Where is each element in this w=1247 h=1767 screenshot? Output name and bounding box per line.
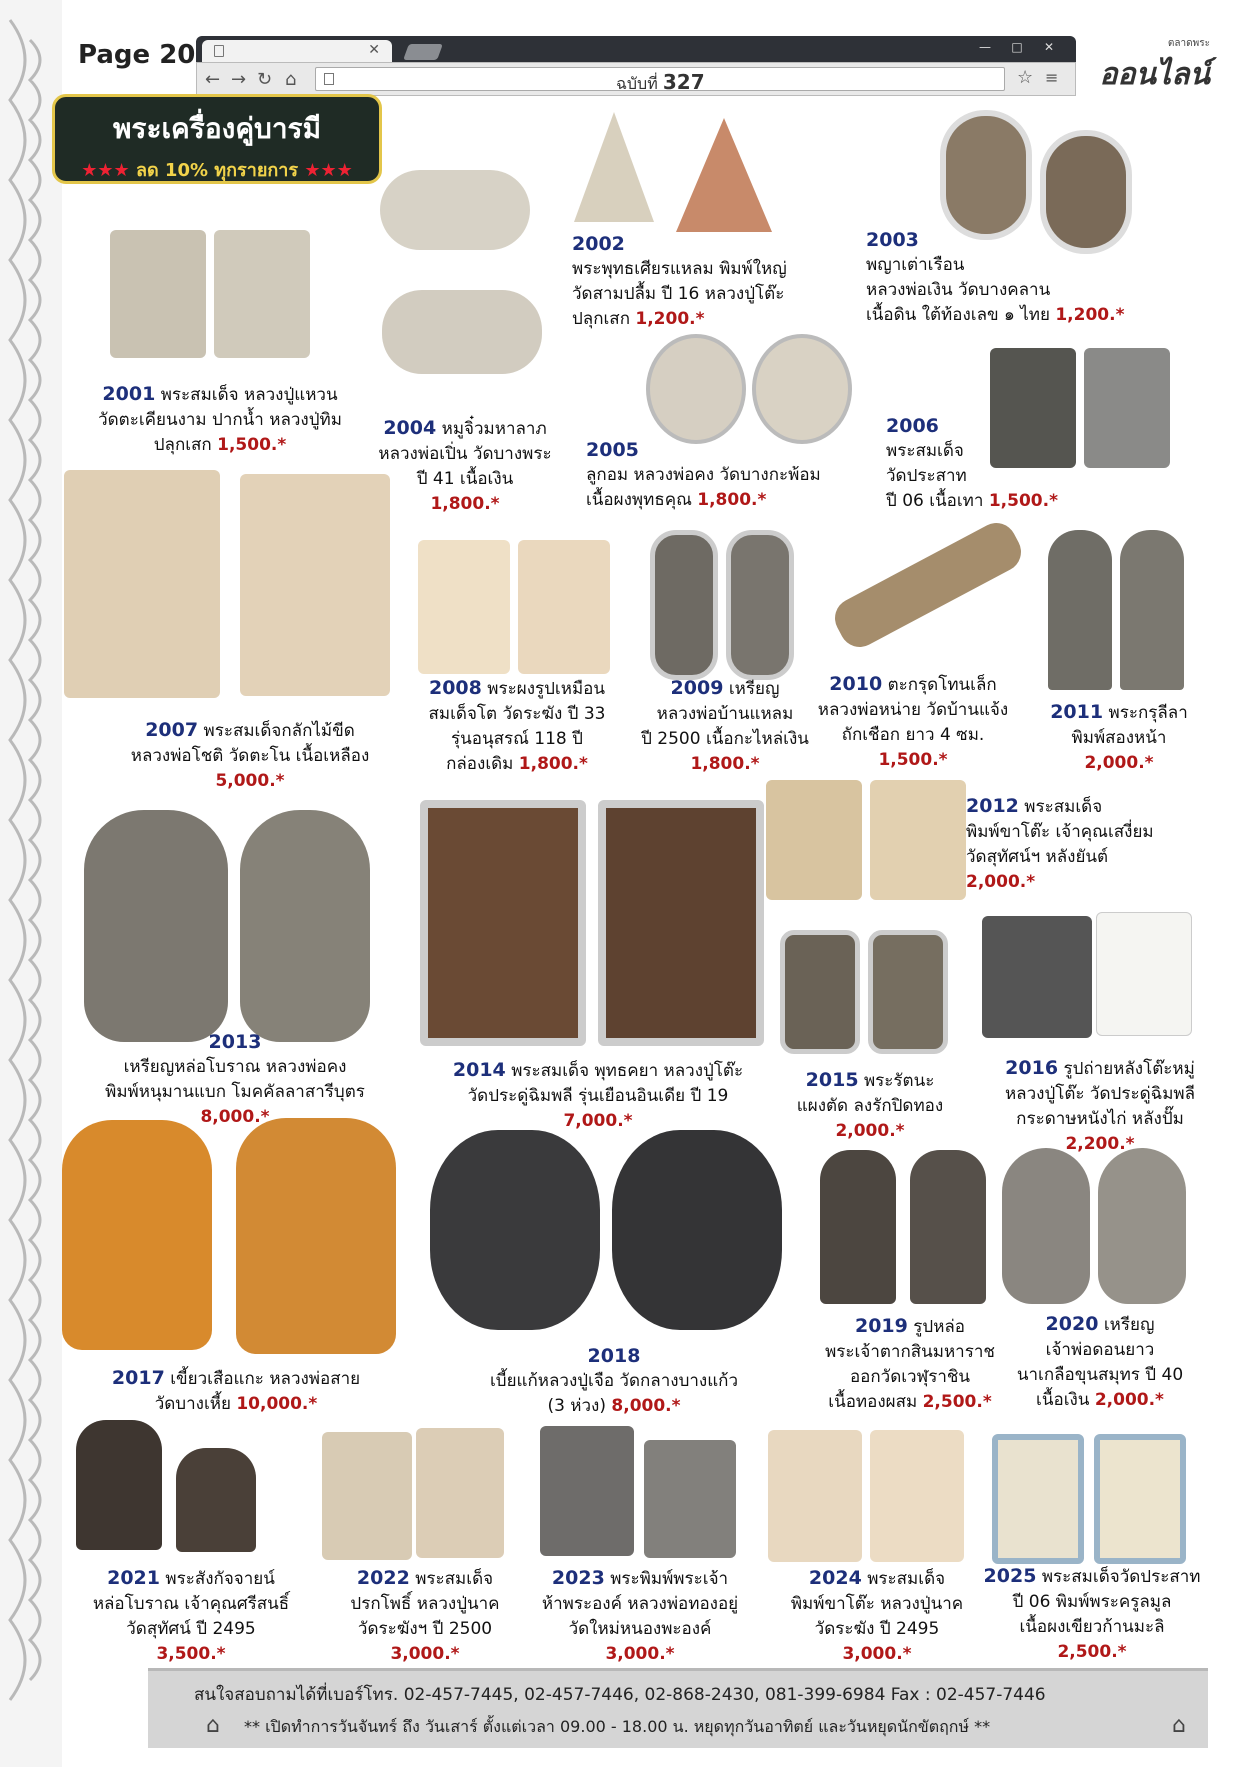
decorative-border [0, 0, 62, 1767]
amulet-photo-2010 [828, 516, 1028, 654]
item-2025: 2025 พระสมเด็จวัดประสาท ปี 06 พิมพ์พระครูลมูล เนื้อผงเขียวก้านมะลิ 2,500.* [983, 1565, 1201, 1662]
minimize-icon[interactable]: — [979, 40, 991, 54]
amulet-photo-2006-back [1084, 348, 1170, 468]
item-2005: 2005 ลูกอม หลวงพ่อคง วัดบางกะพ้อม เนื้อผงพุทธคุณ 1,800.* [586, 439, 821, 510]
amulet-photo-2025-back [1094, 1434, 1186, 1564]
doc-icon [214, 45, 224, 57]
amulet-photo-2001-back [214, 230, 310, 358]
amulet-photo-2020-back [1098, 1148, 1186, 1304]
item-2011: 2011 พระกรุลีลา พิมพ์สองหน้า 2,000.* [1050, 701, 1188, 773]
item-2018: 2018 เบี้ยแก้หลวงปู่เจือ วัดกลางบางแก้ว (3 ห่วง) 8,000.* [489, 1345, 739, 1416]
house-icon: ⌂ [1172, 1713, 1186, 1738]
amulet-photo-2014 [420, 800, 586, 1046]
amulet-photo-2020 [1002, 1148, 1090, 1304]
item-2023: 2023 พระพิมพ์พระเจ้า ห้าพระองค์ หลวงพ่อทองอยู่ วัดใหม่หนองพะองค์ 3,000.* [541, 1567, 739, 1664]
back-icon[interactable]: ← [205, 69, 221, 90]
tab-bar [196, 36, 1076, 62]
amulet-photo-2023 [540, 1426, 634, 1556]
item-2016: 2016 รูปถ่ายหลังโต๊ะหมู่ หลวงปู่โต๊ะ วัดประดู่ฉิมพลี กระดาษหนังไก่ หลังปั๊ม 2,200.* [1004, 1057, 1196, 1154]
photo-2016-back [1096, 912, 1192, 1036]
amulet-photo-2012 [766, 780, 862, 900]
amulet-photo-2018-back [612, 1130, 782, 1330]
doc-icon [324, 73, 334, 85]
item-2007: 2007 พระสมเด็จกลักไม้ขีด หลวงพ่อโชติ วัดตะโน เนื้อเหลือง 5,000.* [130, 719, 370, 791]
amulet-photo-2018 [430, 1130, 600, 1330]
promo-banner [52, 94, 382, 184]
banner-title: พระเครื่องคู่บารมี [112, 112, 322, 145]
amulet-photo-2019 [820, 1150, 896, 1304]
amulet-photo-2003 [940, 110, 1032, 240]
item-2017: 2017 เขี้ยวเสือแกะ หลวงพ่อสาย วัดบางเหี้ย 10,000.* [111, 1367, 361, 1414]
amulet-photo-2022 [322, 1432, 412, 1560]
item-2019: 2019 รูปหล่อ พระเจ้าตากสินมหาราช ออกวัดเวฬุราชิน เนื้อทองผสม 2,500.* [825, 1315, 995, 1412]
amulet-photo-2002 [574, 112, 774, 234]
logo [1090, 36, 1210, 92]
amulet-photo-2011 [1048, 530, 1112, 690]
amulet-photo-2014-back [598, 800, 764, 1046]
amulet-photo-2021-back [176, 1448, 256, 1552]
amulet-photo-2007 [64, 470, 220, 698]
logo-small: ตลาดพระ [1167, 38, 1210, 49]
item-2002: 2002 พระพุทธเศียรแหลม พิมพ์ใหญ่ วัดสามปลื้ม ปี 16 หลวงปู่โต๊ะ ปลุกเสก 1,200.* [572, 233, 787, 329]
footer [148, 1668, 1208, 1748]
amulet-photo-2004-b [382, 290, 542, 374]
amulet-photo-2024 [768, 1430, 862, 1562]
item-2014: 2014 พระสมเด็จ พุทธคยา หลวงปู่โต๊ะ วัดประดู่ฉิมพลี รุ่นเยือนอินเดีย ปี 19 7,000.* [452, 1059, 744, 1131]
item-2012: 2012 พระสมเด็จ พิมพ์ขาโต๊ะ เจ้าคุณเสงี่ยม วัดสุทัศน์ฯ หลังยันต์ 2,000.* [966, 795, 1154, 892]
logo-big: ออนไลน์ [1099, 57, 1210, 92]
photo-2016 [982, 916, 1092, 1038]
new-tab-button[interactable] [403, 44, 443, 60]
footer-hours: ** เปิดทำการวันจันทร์ ถึง วันเสาร์ ตั้งแต่เวลา 09.00 - 18.00 น. หยุดทุกวันอาทิตย์ และวันหยุดนักขัตฤกษ์ ** [244, 1717, 991, 1736]
amulet-photo-2001 [110, 230, 206, 358]
amulet-photo-2004 [380, 170, 530, 250]
item-2010: 2010 ตะกรุดโทนเล็ก หลวงพ่อหน่าย วัดบ้านแจ้ง ถักเชือก ยาว 4 ซม. 1,500.* [817, 673, 1009, 770]
footer-contact: สนใจสอบถามได้ที่เบอร์โทร. 02-457-7445, 02-457-7446, 02-868-2430, 081-399-6984 Fax : 02-457-7446 [194, 1685, 1046, 1705]
amulet-photo-2015-back [868, 930, 948, 1054]
browser-frame [196, 36, 1076, 96]
issue-number: ฉบับที่ 327 [616, 70, 705, 94]
amulet-photo-2024-back [870, 1430, 964, 1562]
amulet-photo-2017-back [236, 1118, 396, 1354]
close-window-icon[interactable]: ✕ [1043, 40, 1055, 54]
item-2013: 2013 เหรียญหล่อโบราณ หลวงพ่อคง พิมพ์หนุมานแบก โมคคัลลาสารีบุตร 8,000.* [105, 1031, 365, 1127]
item-2004: 2004 หมูจิ๋วมหาลาภ หลวงพ่อเปิ่น วัดบางพระ ปี 41 เนื้อเงิน 1,800.* [378, 417, 552, 514]
amulet-photo-2013 [84, 810, 228, 1042]
page-number: Page 20 [78, 40, 196, 70]
item-2006: 2006 พระสมเด็จ วัดประสาท ปี 06 เนื้อเทา 1,500.* [886, 415, 1058, 511]
menu-icon[interactable]: ≡ [1045, 68, 1059, 87]
amulet-photo-2023-back [644, 1440, 736, 1558]
item-2009: 2009 เหรียญ หลวงพ่อบ้านแหลม ปี 2500 เนื้อกะไหล่เงิน 1,800.* [641, 677, 809, 774]
address-bar[interactable] [315, 67, 1005, 94]
amulet-photo-2005 [646, 334, 746, 444]
item-2022: 2022 พระสมเด็จ ปรกโพธิ์ หลวงปู่นาค วัดระฆังฯ ปี 2500 3,000.* [350, 1567, 500, 1664]
amulet-photo-2008-back [518, 540, 610, 674]
amulet-photo-2013-back [240, 810, 370, 1042]
amulet-photo-2011-back [1120, 530, 1184, 690]
amulet-photo-2025 [992, 1434, 1084, 1564]
item-2021: 2021 พระสังกัจจายน์ หล่อโบราณ เจ้าคุณศรีสนธิ์ วัดสุทัศน์ ปี 2495 3,500.* [92, 1567, 290, 1664]
amulet-photo-2008 [418, 540, 510, 674]
banner-discount: ★★★ ลด 10% ทุกรายการ ★★★ [81, 160, 353, 181]
toolbar [196, 62, 1076, 96]
item-2015: 2015 พระรัตนะ แผงตัด ลงรักปิดทอง 2,000.* [796, 1069, 944, 1141]
maximize-icon[interactable]: □ [1011, 40, 1023, 54]
amulet-photo-2017 [62, 1120, 212, 1350]
amulet-photo-2009 [650, 530, 718, 680]
amulet-photo-2012-back [870, 780, 966, 900]
amulet-photo-2019-back [910, 1150, 986, 1304]
item-2008: 2008 พระผงรูปเหมือน สมเด็จโต วัดระฆัง ปี 33 รุ่นอนุสรณ์ 118 ปี กล่องเดิม 1,800.* [428, 677, 606, 774]
amulet-photo-2009-back [726, 530, 794, 680]
home-icon[interactable]: ⌂ [285, 69, 297, 90]
amulet-photo-2022-back [416, 1428, 504, 1558]
window-controls [970, 38, 1064, 56]
item-2001: 2001 พระสมเด็จ หลวงปู่แหวน วัดตะเคียนงาม ปากน้ำ หลวงปู่ทิม ปลุกเสก 1,500.* [98, 383, 342, 455]
item-2024: 2024 พระสมเด็จ พิมพ์ขาโต๊ะ หลวงปู่นาค วัดระฆัง ปี 2495 3,000.* [790, 1567, 964, 1664]
forward-icon[interactable]: → [231, 69, 247, 90]
reload-icon[interactable]: ↻ [257, 69, 273, 90]
house-icon: ⌂ [206, 1713, 220, 1738]
amulet-photo-2015 [780, 930, 860, 1054]
star-icon[interactable]: ☆ [1017, 67, 1034, 88]
item-2020: 2020 เหรียญ เจ้าพ่อดอนยาว นาเกลือขุนสมุทร ปี 40 เนื้อเงิน 2,000.* [1016, 1313, 1184, 1410]
close-icon[interactable]: ✕ [368, 42, 380, 58]
amulet-photo-2021 [76, 1420, 162, 1550]
browser-tab[interactable] [202, 40, 392, 62]
item-2003: 2003 พญาเต่าเรือน หลวงพ่อเงิน วัดบางคลาน เนื้อดิน ใต้ท้องเลข ๑ ไทย 1,200.* [866, 229, 1125, 325]
amulet-photo-2005-back [752, 334, 852, 444]
